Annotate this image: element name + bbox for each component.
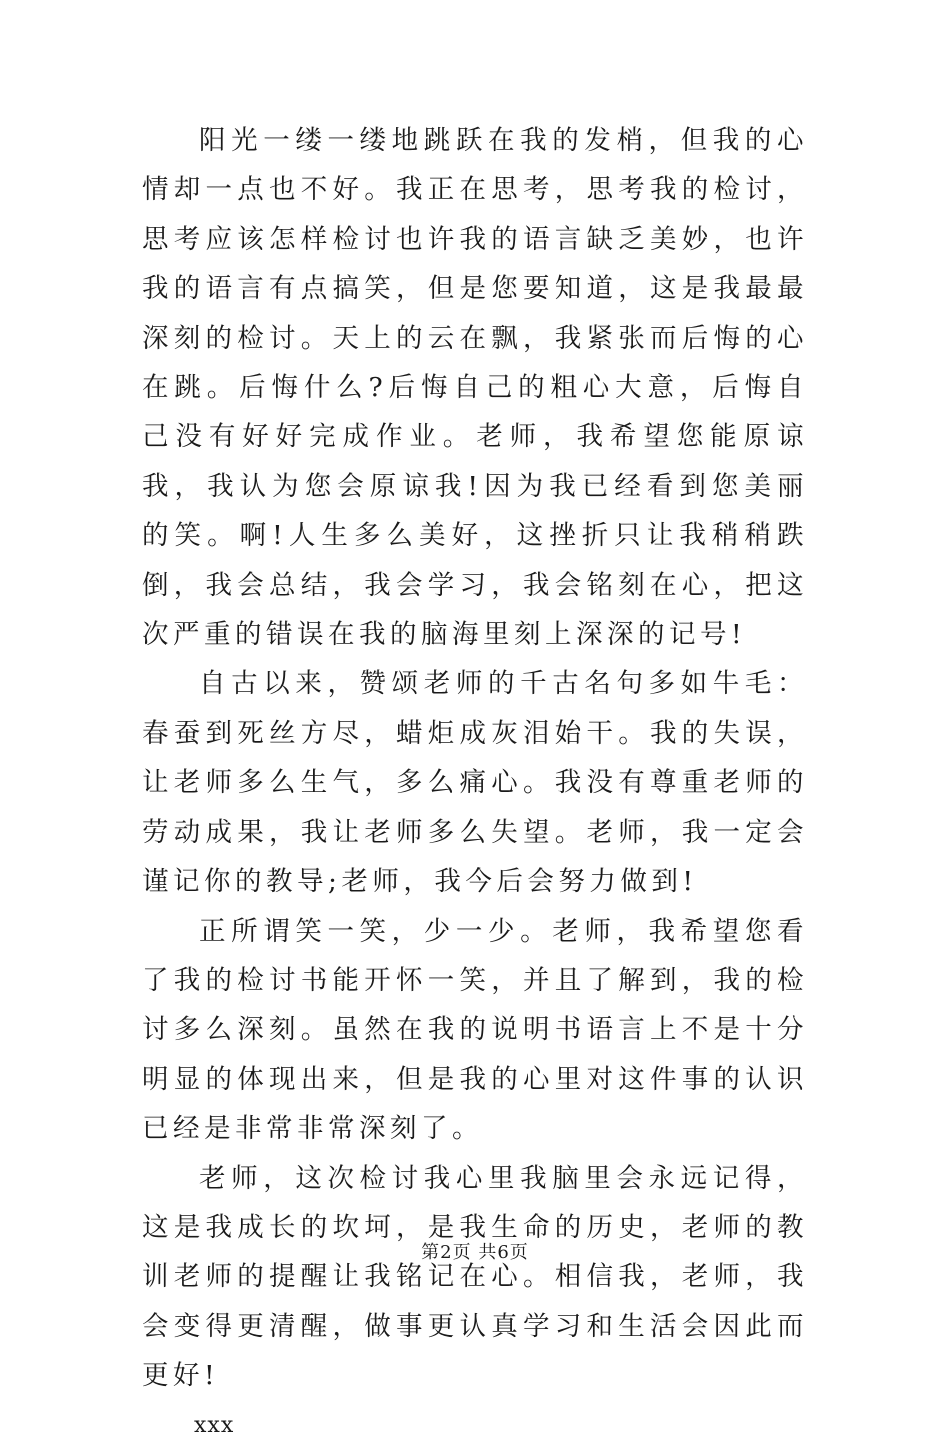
paragraph-3: 正所谓笑一笑，少一少。老师，我希望您看了我的检讨书能开怀一笑，并且了解到，我的检讨多么深刻。虽然在我的说明书语言上不是十分明显的体现出来，但是我的心里对这件事的认识已经是非常非常深刻了。	[142, 915, 808, 1145]
paragraph-1: 阳光一缕一缕地跳跃在我的发梢，但我的心情却一点也不好。我正在思考，思考我的检讨，思考应该怎样检讨也许我的语言缺乏美妙，也许我的语言有点搞笑，但是您要知道，这是我最最深刻的检讨。天上的云在飘，我紧张而后悔的心在跳。后悔什么?后悔自己的粗心大意，后悔自己没有好好完成作业。老师，我希望您能原谅我，我认为您会原谅我!因为我已经看到您美丽的笑。啊!人生多么美好，这挫折只让我稍稍跌倒，我会总结，我会学习，我会铭刻在心，把这次严重的错误在我的脑海里刻上深深的记号!	[142, 125, 808, 651]
paragraph-4: 老师，这次检讨我心里我脑里会永远记得，这是我成长的坎坷，是我生命的历史，老师的教训老师的提醒让我铭记在心。相信我，老师，我会变得更清醒，做事更认真学习和生活会因此而更好!	[142, 1162, 808, 1392]
signature: xxx	[194, 1412, 235, 1438]
paragraph-2: 自古以来，赞颂老师的千古名句多如牛毛：春蚕到死丝方尽，蜡炬成灰泪始干。我的失误，让老师多么生气，多么痛心。我没有尊重老师的劳动成果，我让老师多么失望。老师，我一定会谨记你的教导;老师，我今后会努力做到!	[142, 668, 808, 898]
page-number-footer: 第2页 共6页	[421, 1242, 529, 1263]
